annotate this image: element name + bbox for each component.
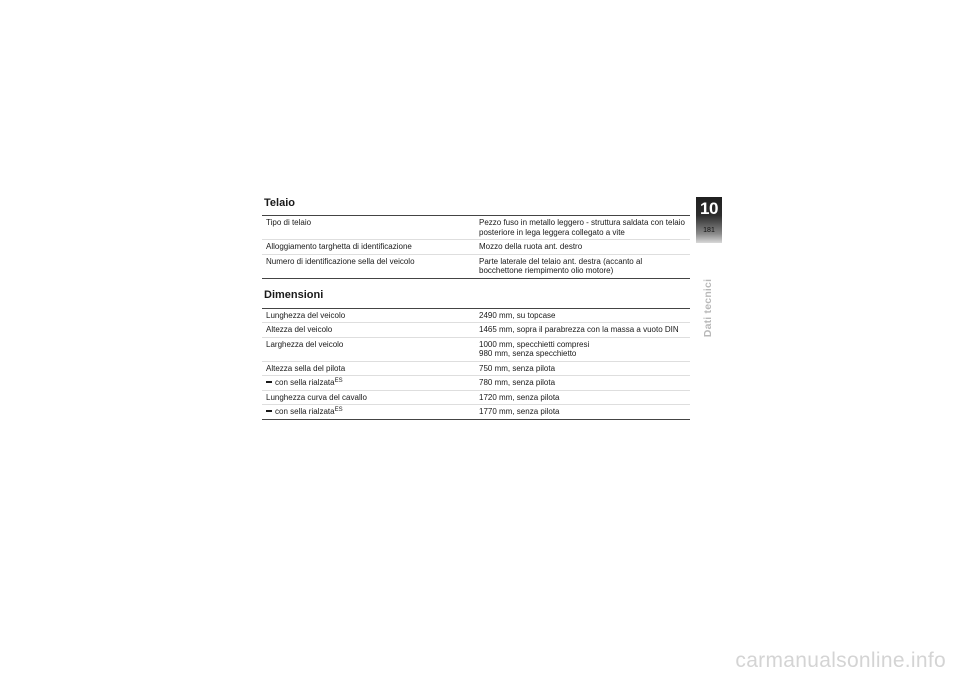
table-row [262, 308, 690, 323]
row-value: 1465 mm, sopra il parabrezza con la massa a vuoto DIN [475, 323, 690, 338]
row-value-line: 1000 mm, specchietti compresi [479, 339, 590, 349]
table-row [262, 216, 690, 240]
row-label [262, 405, 475, 420]
chapter-tab [696, 197, 722, 243]
telaio-table [262, 215, 690, 279]
superscript-es: ES [334, 378, 343, 384]
dimensioni-table [262, 308, 690, 420]
table-row [262, 390, 690, 405]
superscript-es: ES [334, 407, 343, 413]
row-value: 780 mm, senza pilota [475, 376, 690, 391]
table-row [262, 337, 690, 361]
dash-icon [266, 381, 272, 382]
page-number: 181 [703, 227, 715, 234]
dash-icon [266, 410, 272, 411]
sub-label: con sella rialzata [275, 407, 335, 416]
row-value: 1770 mm, senza pilota [475, 405, 690, 420]
row-label: Lunghezza curva del cavallo [262, 390, 475, 405]
table-row [262, 405, 690, 420]
row-label: Alloggiamento targhetta di identificazione [262, 240, 475, 255]
table-row [262, 240, 690, 255]
section-title-dimensioni: Dimensioni [264, 288, 324, 301]
row-value: 1720 mm, senza pilota [475, 390, 690, 405]
row-value: Parte laterale del telaio ant. destra (accanto al bocchettone riempimento olio motore) [475, 254, 690, 278]
sub-label: con sella rialzata [275, 378, 335, 387]
chapter-side-label-text: Dati tecnici [702, 278, 714, 338]
row-value: 2490 mm, su topcase [475, 308, 690, 323]
row-value: 750 mm, senza pilota [475, 361, 690, 376]
chapter-side-label [700, 270, 716, 346]
row-label: Lunghezza del veicolo [262, 308, 475, 323]
row-label: Tipo di telaio [262, 216, 475, 240]
watermark: carmanualsonline.info [735, 649, 946, 672]
row-value [475, 337, 690, 361]
row-value: Mozzo della ruota ant. destro [475, 240, 690, 255]
row-value-line: 980 mm, senza specchietto [479, 349, 577, 358]
row-label: Larghezza del veicolo [262, 337, 475, 361]
chapter-number: 10 [700, 199, 718, 218]
table-row [262, 376, 690, 391]
row-label: Altezza del veicolo [262, 323, 475, 338]
table-row [262, 361, 690, 376]
row-label: Numero di identificazione sella del veicolo [262, 254, 475, 278]
section-title-telaio: Telaio [264, 197, 295, 209]
row-value: Pezzo fuso in metallo leggero - struttura saldata con telaio posteriore in lega leggera collegato a vite [475, 216, 690, 240]
row-label: Altezza sella del pilota [262, 361, 475, 376]
row-label [262, 376, 475, 391]
table-row [262, 323, 690, 338]
table-row [262, 254, 690, 278]
spec-content [262, 196, 690, 420]
